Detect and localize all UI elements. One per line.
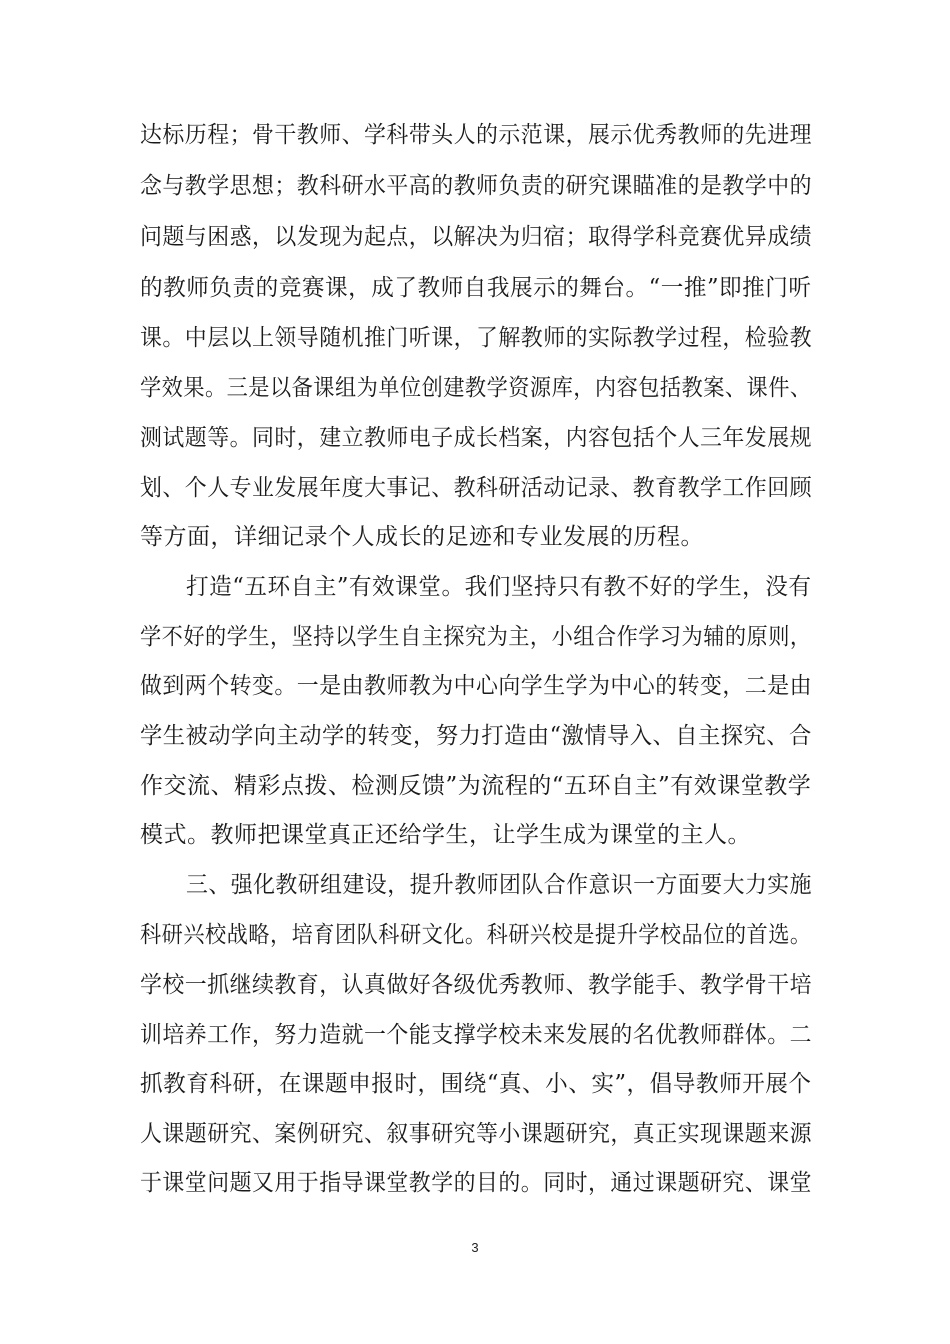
text-line: 问题与困惑，以发现为起点，以解决为归宿；取得学科竞赛优异成绩 <box>140 224 813 250</box>
text-line: 做到两个转变。一是由教师教为中心向学生学为中心的转变，二是由 <box>140 673 813 699</box>
text-line: 等方面，详细记录个人成长的足迹和专业发展的历程。 <box>140 524 704 550</box>
paragraph-first-line: 三、强化教研组建设，提升教师团队合作意识一方面要大力实施 <box>186 872 813 898</box>
text-line: 作交流、精彩点拨、检测反馈”为流程的“五环自主”有效课堂教学 <box>140 773 812 799</box>
text-line: 人课题研究、案例研究、叙事研究等小课题研究，真正实现课题来源 <box>140 1121 813 1147</box>
text-line: 抓教育科研，在课题申报时，围绕“真、小、实”，倡导教师开展个 <box>140 1071 812 1097</box>
text-line: 的教师负责的竞赛课，成了教师自我展示的舞台。“一推”即推门听 <box>140 275 812 301</box>
text-line: 课。中层以上领导随机推门听课，了解教师的实际教学过程，检验教 <box>140 325 813 351</box>
text-line: 训培养工作，努力造就一个能支撑学校未来发展的名优教师群体。二 <box>140 1022 813 1048</box>
text-line: 学校一抓继续教育，认真做好各级优秀教师、教学能手、教学骨干培 <box>140 972 813 998</box>
text-line: 科研兴校战略，培育团队科研文化。科研兴校是提升学校品位的首选。 <box>140 922 812 948</box>
text-line: 于课堂问题又用于指导课堂教学的目的。同时，通过课题研究、课堂 <box>140 1170 813 1196</box>
text-line: 学不好的学生，坚持以学生自主探究为主，小组合作学习为辅的原则， <box>140 624 812 650</box>
text-line: 学效果。三是以备课组为单位创建教学资源库，内容包括教案、课件、 <box>140 375 812 401</box>
text-line: 划、个人专业发展年度大事记、教科研活动记录、教育教学工作回顾 <box>140 475 813 501</box>
text-line: 测试题等。同时，建立教师电子成长档案，内容包括个人三年发展规 <box>140 425 813 451</box>
text-line: 达标历程；骨干教师、学科带头人的示范课，展示优秀教师的先进理 <box>140 122 813 148</box>
text-line: 学生被动学向主动学的转变，努力打造由“激情导入、自主探究、合 <box>140 723 812 749</box>
text-line: 念与教学思想；教科研水平高的教师负责的研究课瞄准的是教学中的 <box>140 173 813 199</box>
page-number: 3 <box>471 1240 479 1255</box>
text-line: 模式。教师把课堂真正还给学生，让学生成为课堂的主人。 <box>140 822 751 848</box>
paragraph-first-line: 打造“五环自主”有效课堂。我们坚持只有教不好的学生，没有 <box>186 574 812 600</box>
